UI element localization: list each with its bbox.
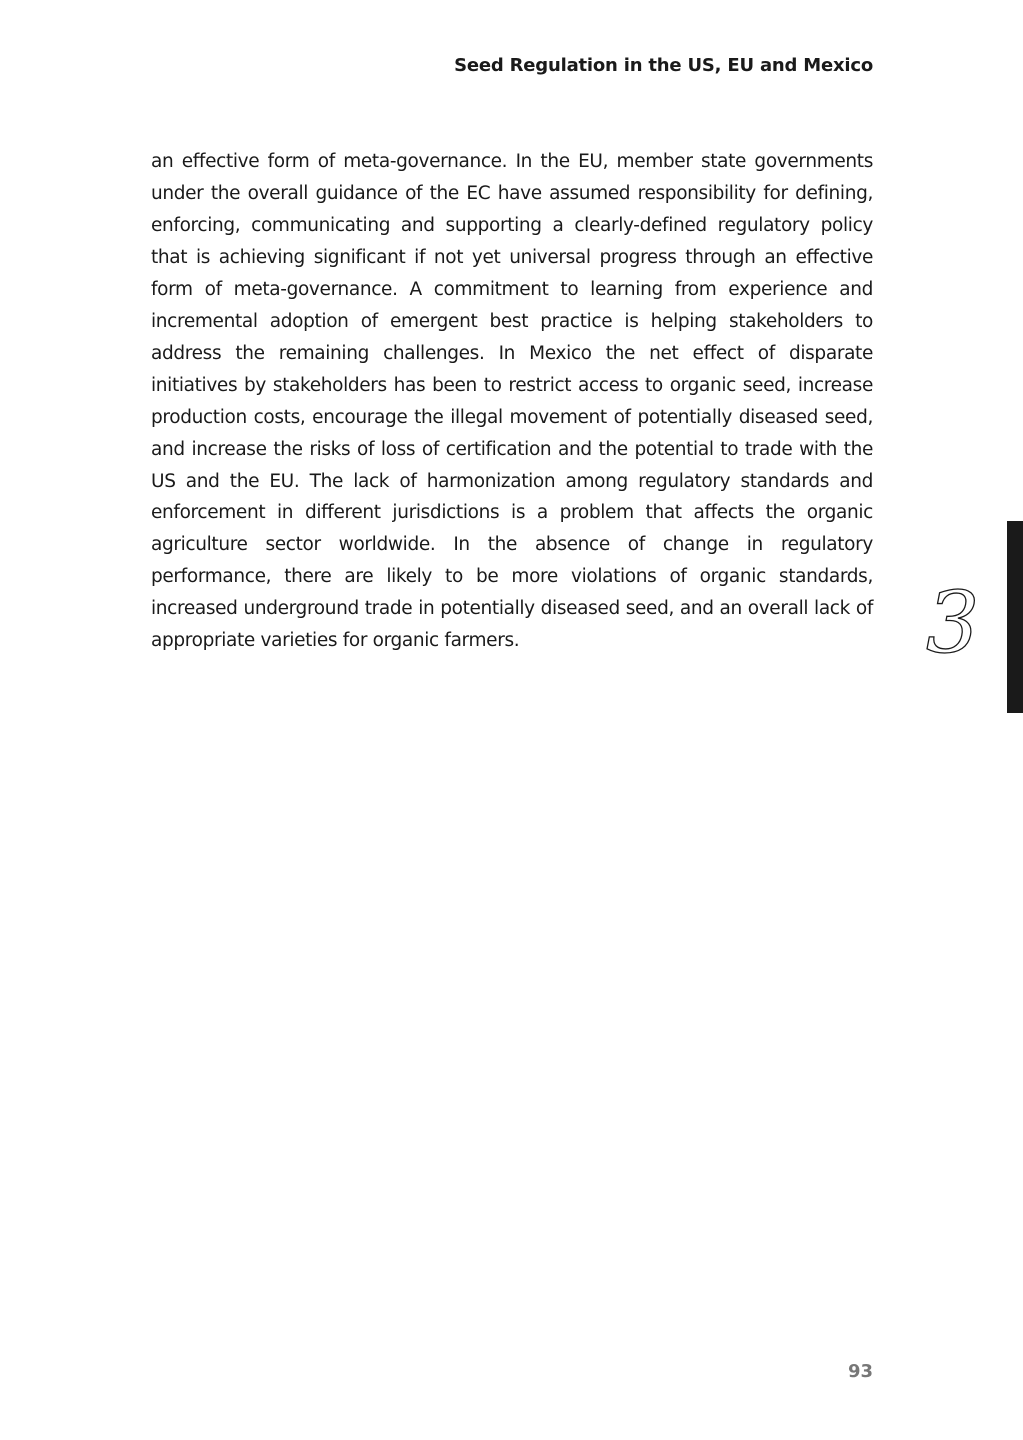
running-header-title: Seed Regulation in the US, EU and Mexico [454,55,873,76]
chapter-numeral-text: 3 [926,580,980,660]
body-paragraph: an effective form of meta-governance. In the EU, member state governments under the overall guidance of the EC have assumed responsibility for defining, enforcing, communicating and supporting a clearly-defined regulatory policy that is achieving significant if not yet universal progress through an effective form of meta-governance. A commitment to learning from experience and incremental adoption of emergent best practice is helping stakeholders to address the remaining challenges. In Mexico the net effect of disparate initiatives by stakeholders has been to restrict access to organic seed, increase production costs, encourage the illegal movement of potentially diseased seed, and increase the risks of loss of certification and the potential to trade with the US and the EU. The lack of harmonization among regulatory standards and enforcement in different jurisdictions is a problem that affects the organic agriculture sector worldwide. In the absence of change in regulatory performance, there are likely to be more violations of organic standards, increased underground trade in potentially diseased seed, and an overall lack of appropriate varieties for organic farmers. [151,151,873,652]
chapter-numeral-3-icon [918,580,998,660]
page-number: 93 [847,1361,873,1382]
chapter-thumb-tab [1007,521,1023,713]
